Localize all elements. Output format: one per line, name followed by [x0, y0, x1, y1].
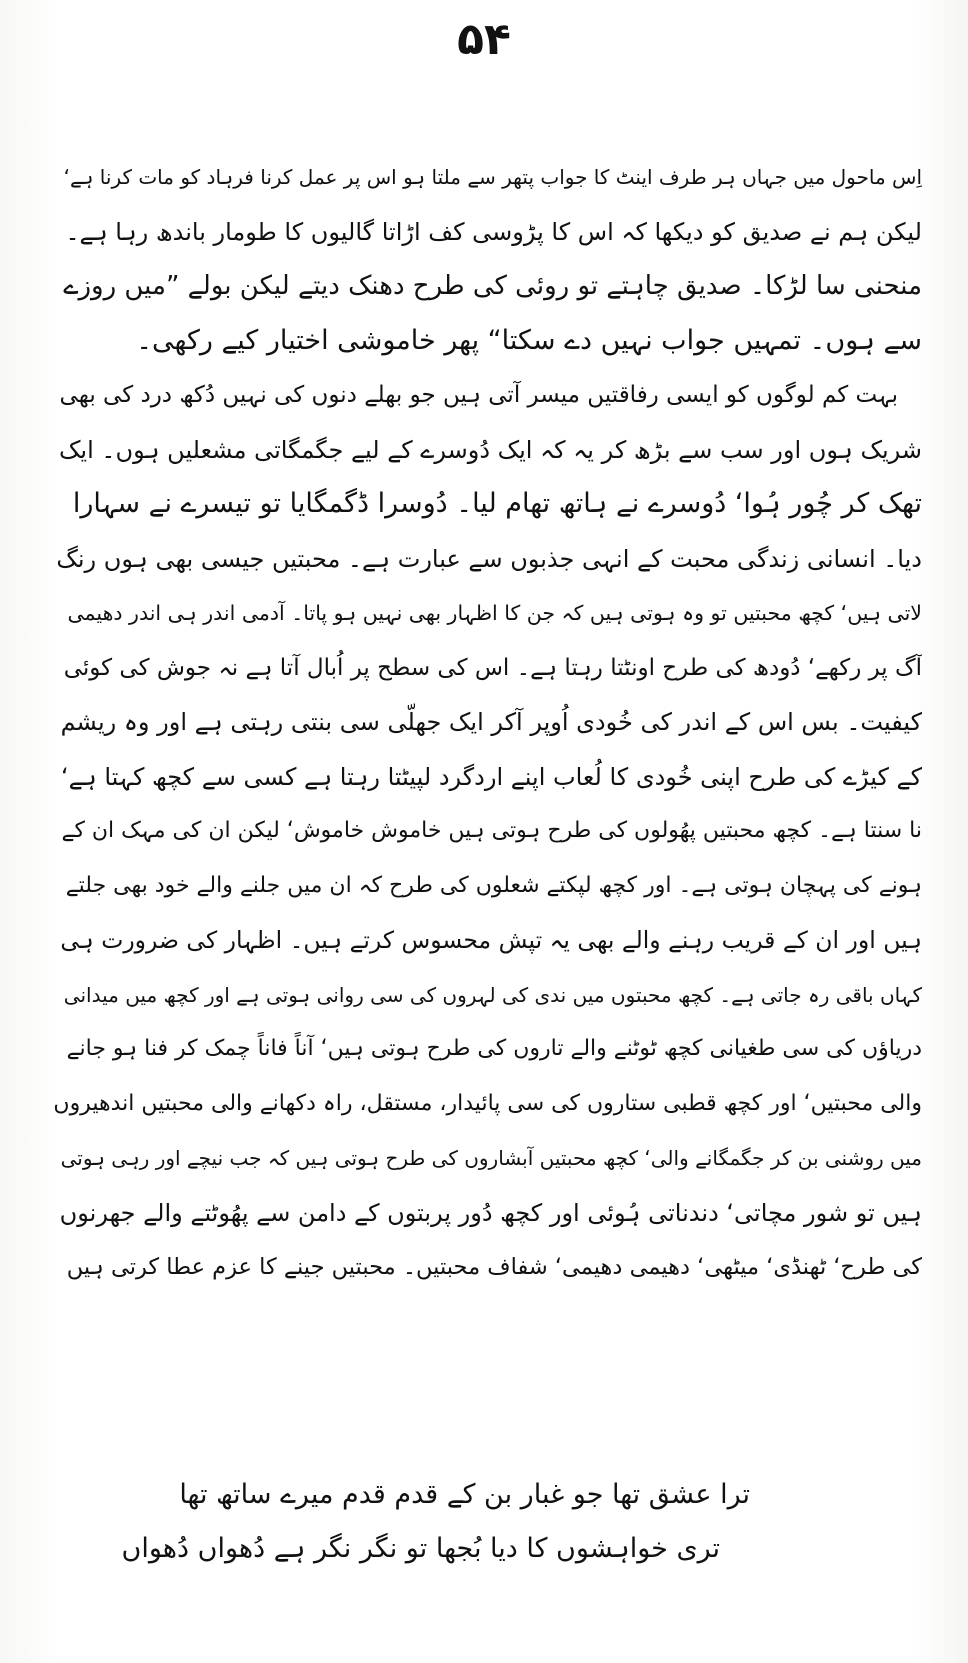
text-line: سے ہوں۔ تمہیں جواب نہیں دے سکتا“ پھر خاموشی اختیار کیے رکھی۔: [136, 324, 922, 356]
text-line: لیکن ہم نے صدیق کو دیکھا کہ اس کا پڑوسی کف اڑاتا گالیوں کا طومار باندھ رہا ہے۔: [65, 217, 922, 246]
text-line: کیفیت۔ بس اس کے اندر کی خُودی اُوپر آکر ایک جھلّی سی بنتی رہتی ہے اور وہ ریشم: [60, 708, 922, 736]
text-line: کے کیڑے کی طرح اپنی خُودی کا لُعاب اپنے اردگرد لپیٹتا رہتا ہے کسی سے کچھ کہتا ہے‘: [60, 762, 922, 791]
text-line: کہاں باقی رہ جاتی ہے۔ کچھ محبتوں میں ندی کی لہروں کی سی روانی ہوتی ہے اور کچھ میں میدانی: [63, 982, 922, 1007]
verse-line-1: [150, 1468, 750, 1522]
text-line: دریاؤں کی سی طغیانی کچھ ٹوٹنے والے تاروں کی طرح ہوتی ہیں‘ آناً فاناً چمک کر فنا ہو جانے: [66, 1036, 922, 1061]
text-line: منحنی سا لڑکا۔ صدیق چاہتے تو روئی کی طرح دھنک دیتے لیکن بولے ”میں روزے: [63, 271, 922, 301]
text-line: والی محبتیں‘ اور کچھ قطبی ستاروں کی سی پائیدار، مستقل، راہ دکھانے والی محبتیں اندھیروں: [53, 1090, 922, 1116]
verse-text: تری خواہشوں کا دیا بُجھا تو نگر نگر ہے دُھواں دُھواں: [121, 1533, 720, 1564]
text-line: ہیں تو شور مچاتی‘ دندناتی ہُوئی اور کچھ دُور پربتوں کے دامن سے پھُوٹتے والے جھرنوں: [59, 1198, 922, 1227]
text-line: بہت کم لوگوں کو ایسی رفاقتیں میسر آتی ہیں جو بھلے دنوں کی نہیں دُکھ درد کی بھی: [59, 382, 898, 408]
text-line: نا سنتا ہے۔ کچھ محبتیں پھُولوں کی طرح ہوتی ہیں خاموش خاموش‘ لیکن ان کی مہک ان کے: [61, 818, 922, 843]
text-line: میں روشنی بن کر جگمگانے والی‘ کچھ محبتیں آبشاروں کی طرح ہوتی ہیں کہ جب نیچے اور رہی ہوتی: [60, 1146, 922, 1170]
verse-text: ترا عشق تھا جو غبار بن کے قدم قدم میرے ساتھ تھا: [179, 1479, 750, 1510]
text-line: ہونے کی پہچان ہوتی ہے۔ اور کچھ لپکتے شعلوں کی طرح کہ ان میں جلنے والے خود بھی جلتے: [65, 872, 922, 898]
text-line: اِس ماحول میں جہاں ہر طرف اینٹ کا جواب پتھر سے ملتا ہو اس پر عمل کرنا فرہاد کو مات کرنا ہے‘: [63, 165, 922, 189]
text-line: شریک ہوں اور سب سے بڑھ کر یہ کہ ایک دُوسرے کے لیے جگمگاتی مشعلیں ہوں۔ ایک: [58, 435, 922, 464]
text-line: کی طرح‘ ٹھنڈی‘ میٹھی‘ دھیمی دھیمی‘ شفاف محبتیں۔ محبتیں جینے کا عزم عطا کرتی ہیں: [66, 1254, 922, 1280]
body-text: [50, 150, 922, 1295]
text-line: لاتی ہیں‘ کچھ محبتیں تو وہ ہوتی ہیں کہ جن کا اظہار بھی نہیں ہو پاتا۔ آدمی اندر ہی اندر دھیمی: [67, 601, 922, 625]
text-line: ہیں اور ان کے قریب رہنے والے بھی یہ تپش محسوس کرتے ہیں۔ اظہار کی ضرورت ہی: [60, 926, 922, 954]
text-line: آگ پر رکھے‘ دُودھ کی طرح اونٹتا رہتا ہے۔ اس کی سطح پر اُبال آتا ہے نہ جوش کی کوئی: [63, 654, 922, 681]
verse-line-2: [120, 1522, 720, 1576]
page-number: ۵۴: [457, 14, 511, 65]
text-line: تھک کر چُور ہُوا‘ دُوسرے نے ہاتھ تھام لیا۔ دُوسرا ڈگمگایا تو تیسرے نے سہارا: [72, 488, 922, 519]
text-line: دیا۔ انسانی زندگی محبت کے انہی جذبوں سے عبارت ہے۔ محبتیں جیسی بھی ہوں رنگ: [56, 544, 922, 573]
